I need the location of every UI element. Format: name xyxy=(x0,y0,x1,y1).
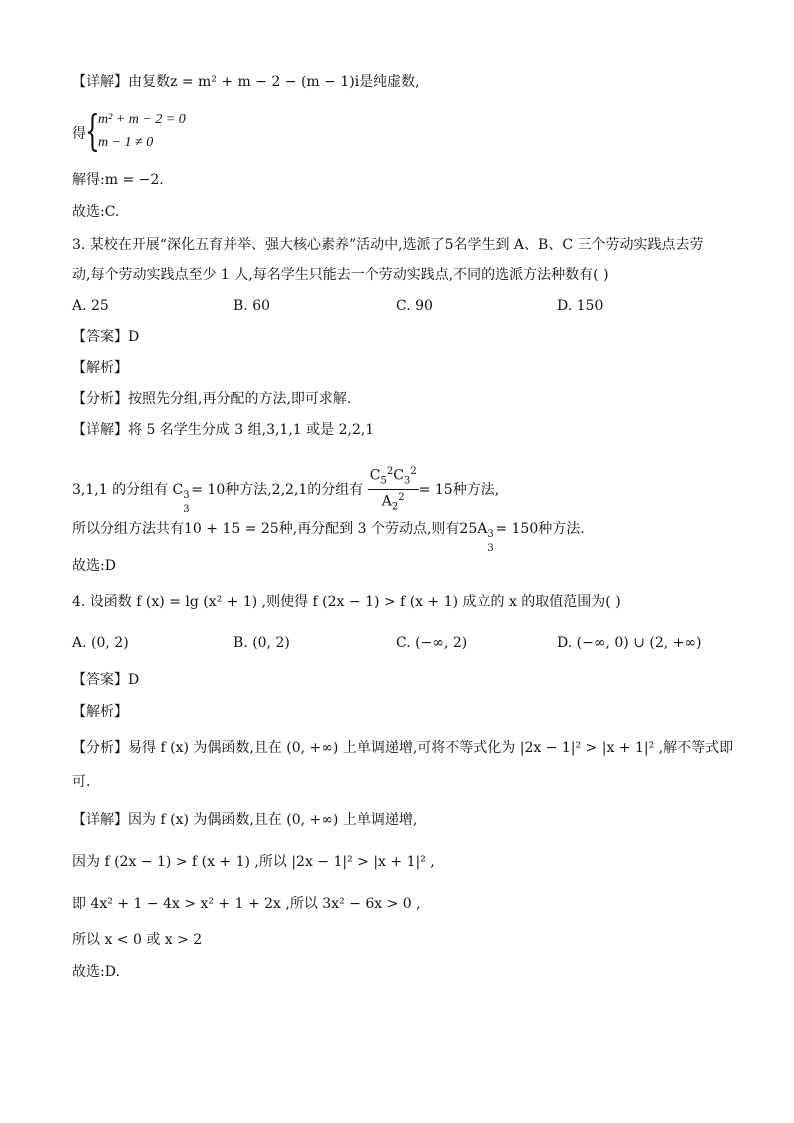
q4-detail-line-1: 【详解】因为 f (x) 为偶函数,且在 (0, +∞) 上单调递增, xyxy=(72,812,418,828)
q3-option-a: A. 25 xyxy=(72,298,109,314)
q4-analysis-line-2: 可. xyxy=(72,774,91,790)
q4-option-d: D. (−∞, 0) ∪ (2, +∞) xyxy=(557,635,702,651)
grouping-text-1: 3,1,1 的分组有 C xyxy=(72,481,184,498)
system-row-1: m² + m − 2 = 0 xyxy=(98,112,186,127)
q3-option-b: B. 60 xyxy=(233,298,271,314)
q4-detail-line-3: 即 4x² + 1 − 4x > x² + 1 + 2x ,所以 3x² − 6x > 0 , xyxy=(72,896,421,912)
q4-detail-line-4: 所以 x < 0 或 x > 2 xyxy=(72,932,203,948)
q3-analysis: 【分析】按照先分组,再分配的方法,即可求解. xyxy=(72,391,352,407)
grouping-text-2: = 10种方法,2,2,1的分组有 xyxy=(191,481,364,498)
q4-choice: 故选:D. xyxy=(72,964,120,980)
total-text-1: 所以分组方法共有10 + 15 = 25种,再分配到 3 个劳动点,则有25A xyxy=(72,521,488,537)
q4-option-b: B. (0, 2) xyxy=(233,635,290,651)
q3-stem-line-1: 3. 某校在开展“深化五育并举、强大核心素养”活动中,选派了5名学生到 A、B、C 三个劳动实践点去劳 xyxy=(72,237,704,253)
comb-sub: 3 xyxy=(183,503,190,515)
system-prefix: 得 xyxy=(72,126,86,142)
q3-option-d: D. 150 xyxy=(557,298,604,314)
solve-result: 解得:m = −2. xyxy=(72,172,164,188)
grouping-text-3: = 15种方法, xyxy=(418,481,500,498)
grouping-fraction: $\frac{C_5^2C_3^2}{A_2^2}$ xyxy=(369,466,417,513)
q4-option-c: C. (−∞, 2) xyxy=(396,635,468,651)
brace-symbol: { xyxy=(85,106,100,155)
q4-answer: 【答案】D xyxy=(72,672,140,688)
q3-analysis-heading: 【解析】 xyxy=(72,360,128,376)
q4-detail-line-2: 因为 f (2x − 1) > f (x + 1) ,所以 |2x − 1|² > |x + 1|² , xyxy=(72,854,435,870)
comb-sup: 3 xyxy=(183,489,190,501)
choice-line: 故选:C. xyxy=(72,204,120,220)
total-text-2: = 150种方法. xyxy=(495,521,585,537)
q4-option-a: A. (0, 2) xyxy=(72,635,129,651)
q3-total-line: 所以分组方法共有10 + 15 = 25种,再分配到 3 个劳动点,则有25A 3 3 = 150种方法. xyxy=(72,521,585,554)
q4-analysis-heading: 【解析】 xyxy=(72,704,128,720)
q3-grouping-line xyxy=(72,464,499,516)
q3-stem-line-2: 动,每个劳动实践点至少 1 人,每名学生只能去一个劳动实践点,不同的选派方法种数有( ) xyxy=(72,267,609,283)
q3-answer: 【答案】D xyxy=(72,329,140,345)
q3-option-c: C. 90 xyxy=(396,298,433,314)
equation-system xyxy=(72,108,272,158)
solution-detail-line: 【详解】由复数z = m² + m − 2 − (m − 1)i是纯虚数, xyxy=(72,74,420,90)
q4-analysis-line-1: 【分析】易得 f (x) 为偶函数,且在 (0, +∞) 上单调递增,可将不等式化为 |2x − 1|² > |x + 1|² ,解不等式即 xyxy=(72,740,734,756)
q3-detail: 【详解】将 5 名学生分成 3 组,3,1,1 或是 2,2,1 xyxy=(72,422,375,438)
system-row-2: m − 1 ≠ 0 xyxy=(98,135,154,150)
q4-stem: 4. 设函数 f (x) = lg (x² + 1) ,则使得 f (2x − 1) > f (x + 1) 成立的 x 的取值范围为( ) xyxy=(72,594,621,610)
q3-choice: 故选:D xyxy=(72,558,116,574)
